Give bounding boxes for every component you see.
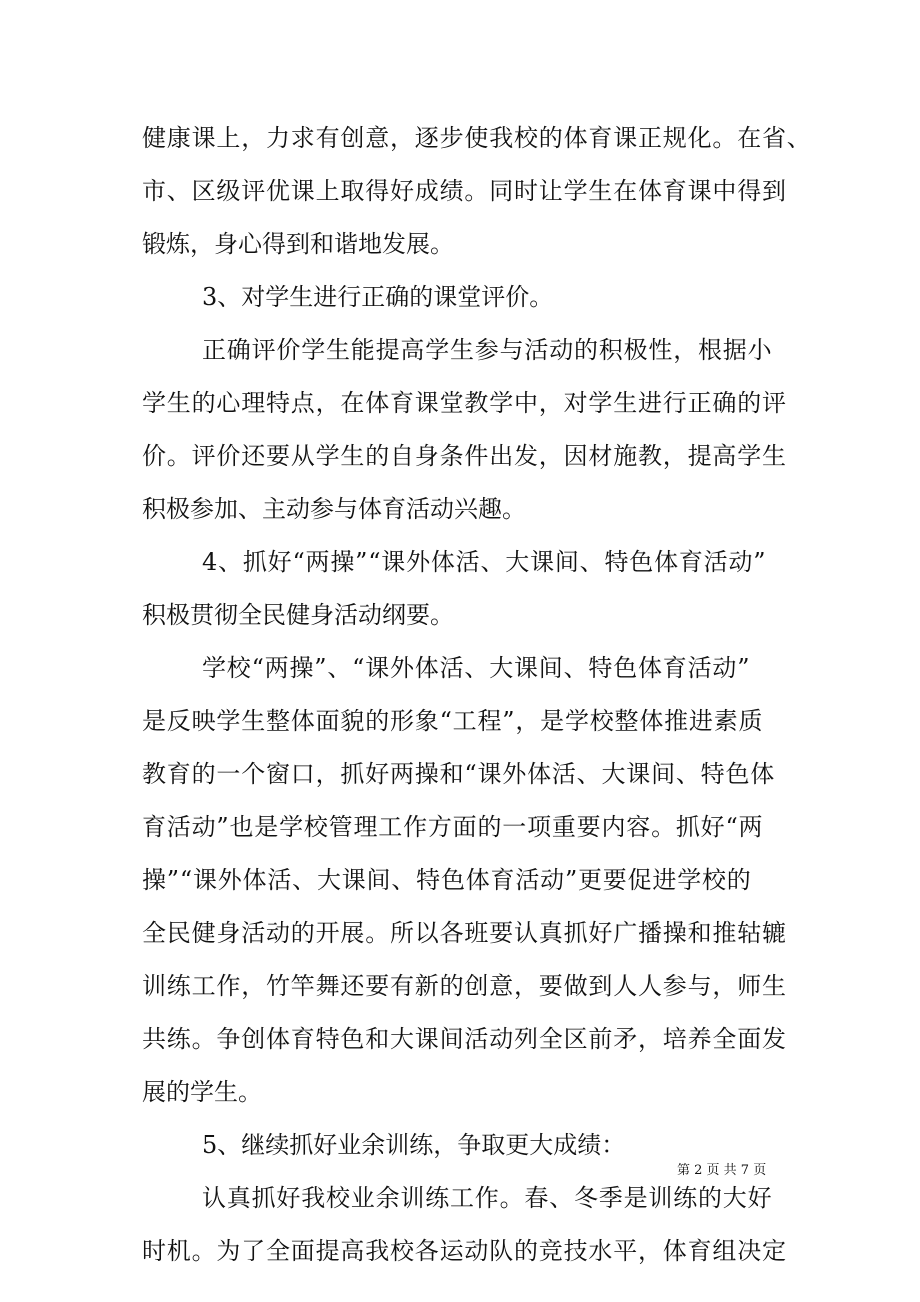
body-line-5: 正确评价学生能提高学生参与活动的积极性，根据小 bbox=[202, 336, 773, 364]
body-line-14: 育活动”也是学校管理工作方面的一项重要内容。抓好“两 bbox=[142, 813, 764, 841]
section-4-heading-line-2: 积极贯彻全民健身活动纲要。 bbox=[142, 601, 454, 629]
section-4-heading-line-1: 4、抓好“两操”“课外体活、大课间、特色体育活动” bbox=[202, 548, 767, 576]
body-line-16: 全民健身活动的开展。所以各班要认真抓好广播操和推轱辘 bbox=[142, 919, 787, 947]
body-line-17: 训练工作，竹竿舞还要有新的创意，要做到人人参与，师生 bbox=[142, 972, 787, 1000]
body-line-22: 时机。为了全面提高我校各运动队的竞技水平，体育组决定 bbox=[142, 1237, 787, 1265]
body-line-2: 市、区级评优课上取得好成绩。同时让学生在体育课中得到 bbox=[142, 177, 787, 205]
section-3-heading: 3、对学生进行正确的课堂评价。 bbox=[202, 283, 554, 311]
body-line-7: 价。评价还要从学生的自身条件出发，因材施教，提高学生 bbox=[142, 442, 787, 470]
body-line-18: 共练。争创体育特色和大课间活动列全区前矛，培养全面发 bbox=[142, 1025, 787, 1053]
body-line-13: 教育的一个窗口，抓好两操和“课外体活、大课间、特色体 bbox=[142, 760, 776, 788]
body-line-19: 展的学生。 bbox=[142, 1078, 262, 1106]
page-number-footer: 第 2 页 共 7 页 bbox=[677, 1163, 767, 1178]
body-line-12: 是反映学生整体面貌的形象“工程”，是学校整体推进素质 bbox=[142, 707, 764, 735]
body-line-3: 锻炼，身心得到和谐地发展。 bbox=[142, 230, 454, 258]
body-line-21: 认真抓好我校业余训练工作。春、冬季是训练的大好 bbox=[202, 1184, 773, 1212]
body-line-6: 学生的心理特点，在体育课堂教学中，对学生进行正确的评 bbox=[142, 389, 787, 417]
body-line-11: 学校“两操”、“课外体活、大课间、特色体育活动” bbox=[202, 654, 751, 682]
section-5-heading: 5、继续抓好业余训练，争取更大成绩： bbox=[202, 1131, 626, 1159]
body-line-15: 操”“课外体活、大课间、特色体育活动”更要促进学校的 bbox=[142, 866, 752, 894]
body-line-8: 积极参加、主动参与体育活动兴趣。 bbox=[142, 495, 526, 523]
body-line-1: 健康课上，力求有创意，逐步使我校的体育课正规化。在省、 bbox=[142, 124, 812, 152]
